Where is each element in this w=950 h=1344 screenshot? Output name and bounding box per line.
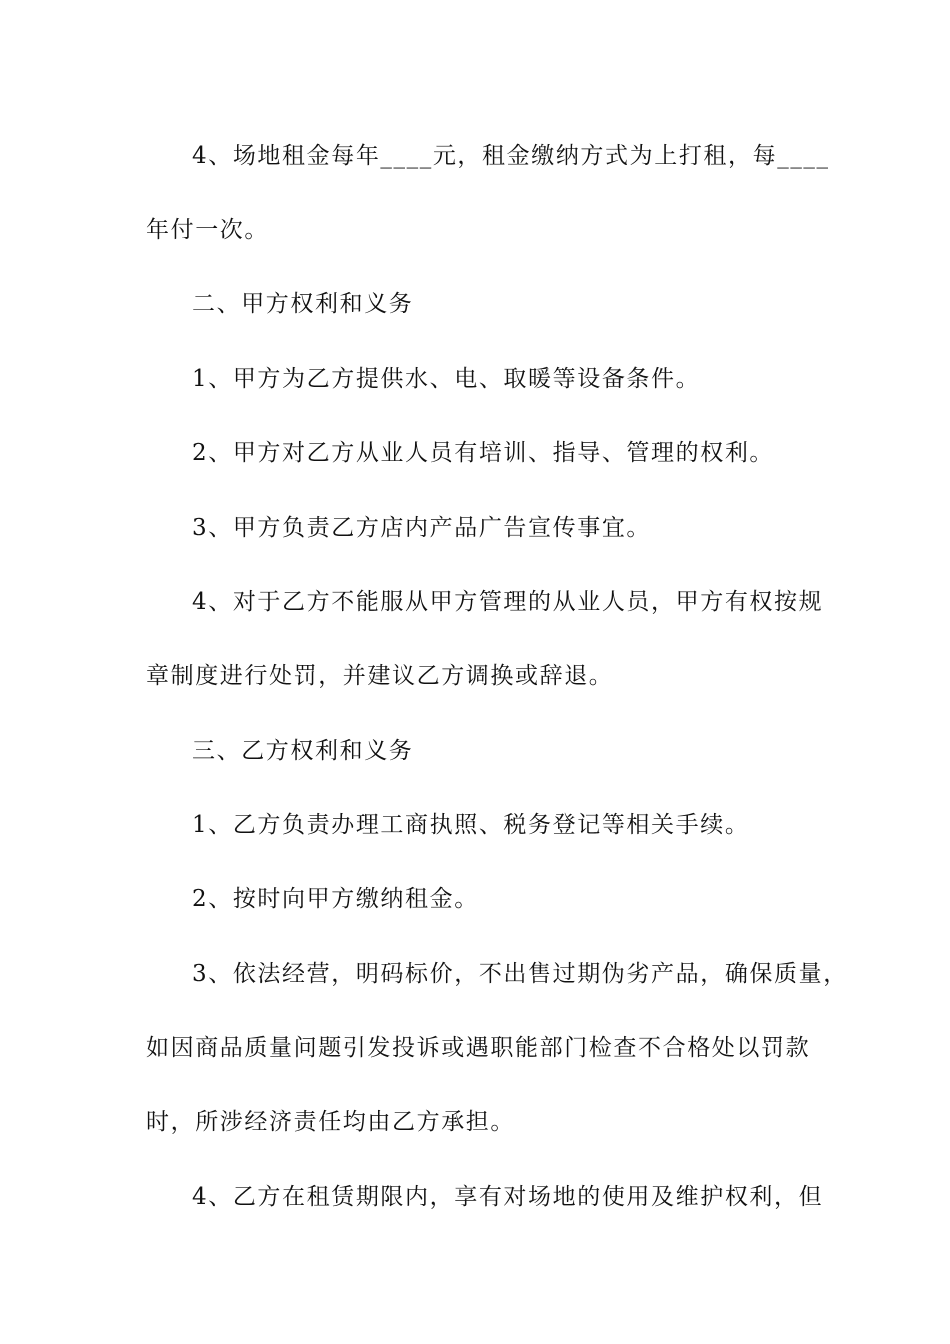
party-a-clause-4: 4、对于乙方不能服从甲方管理的从业人员，甲方有权按规 — [192, 589, 824, 615]
party-a-clause-4-cont: 章制度进行处罚，并建议乙方调换或辞退。 — [146, 663, 614, 689]
section-heading-party-b: 三、乙方权利和义务 — [192, 738, 414, 764]
party-b-clause-3-cont-2: 时，所涉经济责任均由乙方承担。 — [146, 1109, 515, 1135]
party-b-clause-1: 1、乙方负责办理工商执照、税务登记等相关手续。 — [192, 812, 750, 838]
party-b-clause-3-cont-1: 如因商品质量问题引发投诉或遇职能部门检查不合格处以罚款 — [146, 1035, 811, 1061]
clause-rent-amount: 4、场地租金每年____元，租金缴纳方式为上打租，每____ — [192, 143, 830, 169]
party-b-clause-3: 3、依法经营，明码标价，不出售过期伪劣产品，确保质量， — [192, 961, 848, 987]
party-a-clause-3: 3、甲方负责乙方店内产品广告宣传事宜。 — [192, 515, 652, 541]
clause-rent-amount-cont: 年付一次。 — [146, 217, 269, 243]
party-a-clause-2: 2、甲方对乙方从业人员有培训、指导、管理的权利。 — [192, 440, 775, 466]
party-b-clause-4: 4、乙方在租赁期限内，享有对场地的使用及维护权利，但 — [192, 1184, 824, 1210]
party-a-clause-1: 1、甲方为乙方提供水、电、取暖等设备条件。 — [192, 366, 701, 392]
party-b-clause-2: 2、按时向甲方缴纳租金。 — [192, 886, 479, 912]
section-heading-party-a: 二、甲方权利和义务 — [192, 291, 414, 317]
